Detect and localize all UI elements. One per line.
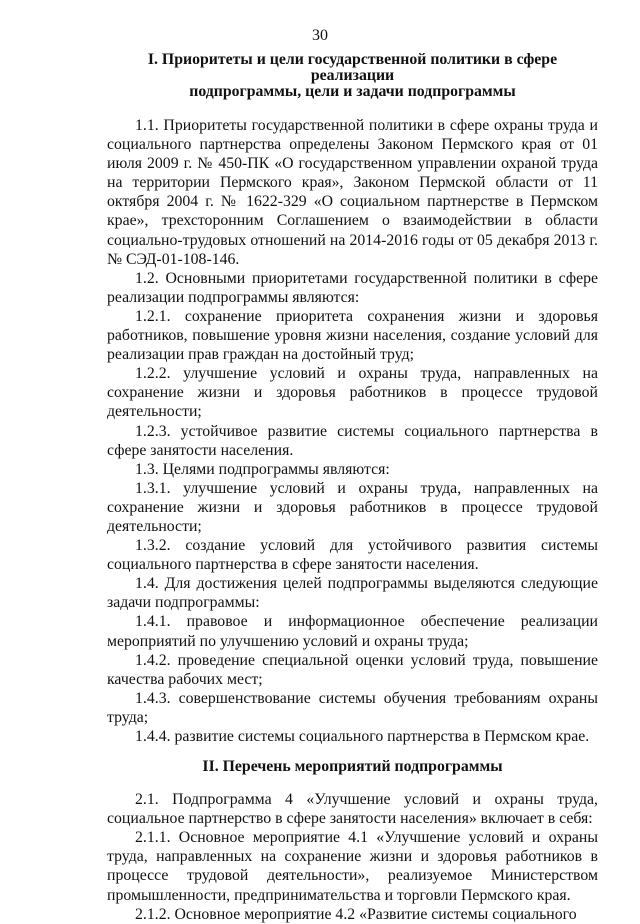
page-content [107,52,598,924]
paragraph-1-3-1: 1.3.1. улучшение условий и охраны труда, направленных на сохранение жизни и здоровья работников в процессе трудовой деятельности; [107,479,598,535]
paragraph-1-2-1: 1.2.1. сохранение приоритета сохранения жизни и здоровья работников, повышение уровня жизни населения, создание условий для реализации прав граждан на достойный труд; [107,307,598,364]
paragraph-1-1: 1.1. Приоритеты государственной политики в сфере охраны труда и социального партнерства определены Законом Пермского края от 01 июля 2009 г. № 450-ПК «О государственном управлении охраной труда на территории Пермского края», Законом Пермской области от 11 октября 2004 г. № 1622-329 «О социальном партнерстве в Пермском крае», трехсторонним Соглашением о взаимодействии в области социально-трудовых отношений на 2014-2016 годы от 05 декабря 2013 г. № СЭД-01-108-146. [107,117,598,268]
paragraph-1-2-3: 1.2.3. устойчивое развитие системы социального партнерства в сфере занятости населения. [107,422,598,459]
section-1-heading [107,52,598,100]
paragraph-1-3: 1.3. Целями подпрограммы являются: [135,460,390,478]
paragraph-2-1: 2.1. Подпрограмма 4 «Улучшение условий и охраны труда, социальное партнерство в сфере занятости населения» включает в себя: [107,791,598,828]
paragraph-1-4-2: 1.4.2. проведение специальной оценки условий труда, повышение качества рабочих мест; [107,651,598,688]
paragraph-1-2: 1.2. Основными приоритетами государственной политики в сфере реализации подпрограммы являются: [107,269,598,306]
paragraph-1-4-3: 1.4.3. совершенствование системы обучения требованиям охраны труда; [107,689,598,726]
paragraph-1-3-2: 1.3.2. создание условий для устойчивого развития системы социального партнерства в сфере занятости населения. [107,537,598,574]
section-2-heading: II. Перечень мероприятий подпрограммы [202,758,503,776]
paragraph-2-1-1: 2.1.1. Основное мероприятие 4.1 «Улучшение условий и охраны труда, направленных на сохранение жизни и здоровья работников в процессе трудовой деятельности», реализуемое Министерством промышленности, предпринимательства и торговли Пермского края. [107,829,598,904]
paragraph-1-4: 1.4. Для достижения целей подпрограммы выделяются следующие задачи подпрограммы: [107,575,598,612]
paragraph-1-4-4: 1.4.4. развитие системы социального партнерства в Пермском крае. [135,728,590,745]
section-1-heading-line-1: I. Приоритеты и цели государственной политики в сфере реализации [147,51,558,84]
paragraph-1-4-1: 1.4.1. правовое и информационное обеспечение реализации мероприятий по улучшению условий и охраны труда; [107,613,598,650]
paragraph-2-1-2: 2.1.2. Основное мероприятие 4.2 «Развитие системы социального [135,905,577,923]
paragraph-1-2-2: 1.2.2. улучшение условий и охраны труда, направленных на сохранение жизни и здоровья работников в процессе трудовой деятельности; [107,365,598,421]
page-number: 30 [312,27,328,44]
section-1-heading-line-2: подпрограммы, цели и задачи подпрограммы [189,83,516,100]
